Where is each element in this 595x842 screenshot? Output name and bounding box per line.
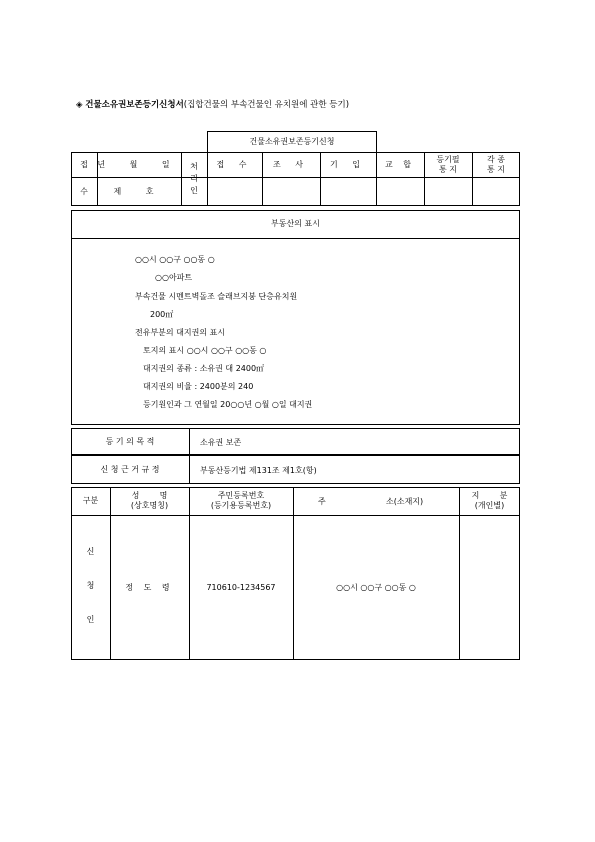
reception-jeop-label: 접 <box>80 159 88 169</box>
document-heading <box>76 98 349 110</box>
col-investigation: 조 사 <box>273 159 309 169</box>
col-name: 성 명 (상호명칭) <box>130 491 169 510</box>
reception-number-label: 제 호 <box>113 186 165 196</box>
col-registration-notice: 등기필 통 지 <box>436 154 460 174</box>
applicant-row-label-2: 청 <box>86 581 95 590</box>
applicant-row-label-1: 신 <box>86 547 95 556</box>
processor-label: 처 리 인 <box>190 162 198 195</box>
diamond-bullet-icon: ◈ <box>76 100 83 110</box>
document-title: 건물소유권보존등기신청서 <box>85 100 184 110</box>
property-line: 대지권의 비율 : 2400분의 240 <box>143 382 254 391</box>
col-share: 지 분 (개인별) <box>471 491 508 510</box>
col-various-notice: 각 종 통 지 <box>487 154 505 174</box>
property-line: ○○아파트 <box>155 273 193 282</box>
property-line: 대지권의 종류 : 소유권 대 2400㎡ <box>143 364 265 373</box>
col-gubun: 구분 <box>82 496 99 505</box>
form-title: 건물소유권보존등기신청 <box>249 137 335 146</box>
applicant-id-number: 710610-1234567 <box>206 582 276 592</box>
reception-date-label: 년 월 일 <box>97 159 181 169</box>
col-id-number: 주민등록번호 (등기용등록번호) <box>210 491 272 510</box>
property-section <box>71 210 520 425</box>
document-subtitle: (집합건물의 부속건물인 유치원에 관한 등기) <box>183 100 350 110</box>
property-line: 등기원인과 그 연월일 20○○년 ○월 ○일 대지권 <box>143 400 313 409</box>
purpose-label: 등 기 의 목 적 <box>105 436 155 446</box>
col-reception: 접 수 <box>216 159 253 169</box>
property-line: 부속건물 시멘트벽돌조 슬래브지붕 단층유치원 <box>135 292 298 301</box>
basis-value: 부동산등기법 제131조 제1호(항) <box>200 466 317 475</box>
purpose-value: 소유권 보존 <box>200 438 242 447</box>
col-address-so: 소(소재지) <box>386 497 424 506</box>
reception-su-label: 수 <box>80 186 88 196</box>
applicant-row-label-3: 인 <box>86 615 95 624</box>
applicant-name: 정 도 령 <box>125 582 174 592</box>
applicant-share <box>459 515 520 660</box>
property-line: ○○시 ○○구 ○○동 ○ <box>135 255 215 264</box>
col-verification: 교 합 <box>385 159 415 169</box>
property-line: 토지의 표시 ○○시 ○○구 ○○동 ○ <box>143 346 267 355</box>
applicant-address: ○○시 ○○구 ○○동 ○ <box>336 582 416 592</box>
property-header: 부동산의 표시 <box>271 219 320 228</box>
basis-label: 신 청 근 거 규 정 <box>100 464 160 474</box>
property-line: 전유부분의 대지권의 표시 <box>135 328 226 337</box>
col-entry: 기 입 <box>330 159 366 169</box>
col-address-ju: 주 <box>318 497 326 506</box>
property-line: 200㎡ <box>150 310 174 319</box>
